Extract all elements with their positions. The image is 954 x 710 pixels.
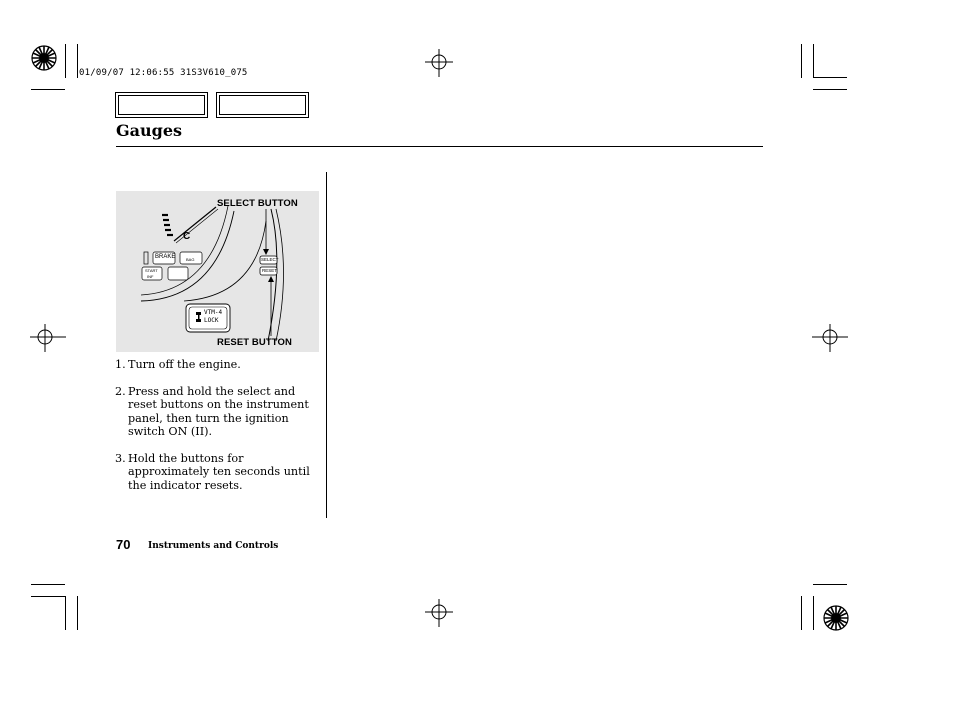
list-item (115, 358, 325, 372)
list-item (115, 452, 325, 493)
step-number: 3. (115, 451, 126, 465)
crosshair-icon (30, 324, 66, 352)
inf-indicator-text: INF (147, 274, 154, 279)
column-divider (326, 172, 327, 518)
registration-target-icon (30, 44, 58, 72)
step-text: Turn off the engine. (128, 358, 241, 371)
crosshair-icon (425, 49, 453, 77)
registration-target-icon (822, 604, 850, 632)
list-item (115, 385, 325, 439)
reset-button-text: RESET (262, 268, 278, 273)
step-number: 1. (115, 358, 126, 371)
section-name: Instruments and Controls (148, 541, 279, 551)
title-rule (116, 146, 763, 147)
reset-button-label: RESET BUTTON (217, 337, 292, 348)
print-timestamp: 01/09/07 12:06:55 31S3V610_075 (79, 68, 248, 78)
instruction-steps (115, 358, 325, 505)
bag-indicator-text: BAG (186, 257, 195, 262)
step-text: Hold the buttons for approximately ten seconds until the indicator resets. (128, 451, 310, 492)
header-tab-box (216, 92, 309, 118)
select-button-text: SELECT (261, 257, 279, 262)
crosshair-icon (812, 324, 848, 352)
lock-indicator-text: LOCK (204, 317, 219, 324)
vtm-indicator-text: VTM-4 (204, 309, 223, 316)
crosshair-icon (425, 599, 453, 627)
step-text: Press and hold the select and reset buttons on the instrument panel, then turn the ignition switch ON (II). (128, 384, 309, 438)
brake-indicator-text: BRAKE (155, 254, 176, 260)
page-number: 70 (116, 537, 131, 552)
header-tab-box (115, 92, 208, 118)
gauge-cold-letter: C (183, 231, 191, 242)
select-button-label: SELECT BUTTON (217, 198, 298, 209)
page-title: Gauges (116, 121, 183, 140)
step-number: 2. (115, 384, 126, 398)
start-indicator-text: START (145, 268, 158, 273)
instrument-panel-figure (116, 191, 319, 352)
